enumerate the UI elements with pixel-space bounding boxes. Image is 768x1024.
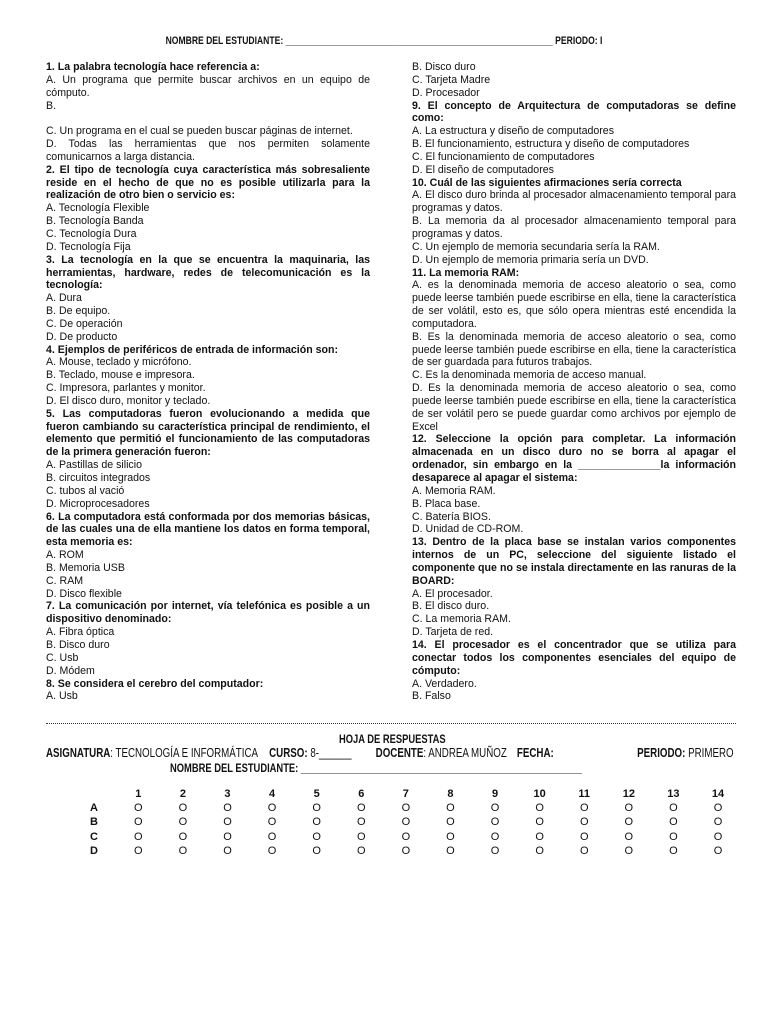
answer-grid xyxy=(72,787,740,858)
question-number-header: 1 xyxy=(135,788,142,801)
answer-bubble[interactable]: O xyxy=(624,816,634,829)
question-text: 4. Ejemplos de periféricos de entrada de información son: xyxy=(46,343,338,356)
answer-bubble[interactable]: O xyxy=(312,830,321,843)
answer-option: B. Disco duro xyxy=(412,61,476,73)
answer-option: D. Microprocesadores xyxy=(46,497,150,510)
question-text: 1. La palabra tecnología hace referencia a: xyxy=(46,61,260,73)
answer-option: A. Pastillas de silicio xyxy=(46,459,142,472)
answer-bubble[interactable]: O xyxy=(312,802,321,815)
answer-bubble[interactable]: O xyxy=(535,830,544,843)
answer-option: A. Dura xyxy=(46,292,82,305)
answer-option: C. Usb xyxy=(46,651,79,664)
option-row-label: A xyxy=(90,802,98,815)
answer-option: B. circuitos integrados xyxy=(46,472,151,484)
question-number-header: 14 xyxy=(711,788,725,801)
answer-bubble[interactable]: O xyxy=(178,802,188,815)
answer-bubble[interactable]: O xyxy=(713,802,723,815)
option-row-label: B xyxy=(90,816,98,829)
subject-label: ASIGNATURA xyxy=(46,746,111,760)
question-text: 9. El concepto de Arquitectura de computadoras se define como: xyxy=(412,99,736,125)
answer-option: B. Tecnología Banda xyxy=(46,215,144,228)
answer-bubble[interactable]: O xyxy=(624,844,634,857)
answer-bubble[interactable]: O xyxy=(223,830,232,843)
answer-option: A. El disco duro brinda al procesador almacenamiento temporal para programas y datos. xyxy=(412,189,736,215)
question-number-header: 5 xyxy=(313,788,320,801)
answer-option: C. Es la denominada memoria de acceso manual. xyxy=(412,369,647,382)
answer-option: C. Un ejemplo de memoria secundaria sería la RAM. xyxy=(412,240,660,253)
questions-right-column xyxy=(412,61,736,703)
question-text: 7. La comunicación por internet, vía telefónica es posible a un dispositivo denominado: xyxy=(46,600,370,626)
answer-option: D. Procesador xyxy=(412,86,480,99)
question-number-header: 13 xyxy=(667,788,680,801)
answer-bubble[interactable]: O xyxy=(713,844,723,857)
answer-option: C. tubos al vació xyxy=(46,484,125,497)
answer-option: B. Disco duro xyxy=(46,638,110,651)
option-row-label: C xyxy=(90,830,98,843)
answer-option: B. xyxy=(46,99,57,112)
answer-option: D. El disco duro, monitor y teclado. xyxy=(46,394,211,407)
answer-bubble[interactable]: O xyxy=(446,816,455,829)
date-label: FECHA: xyxy=(516,746,554,760)
answer-bubble[interactable]: O xyxy=(535,844,544,857)
answer-bubble[interactable]: O xyxy=(267,830,277,843)
answer-bubble[interactable]: O xyxy=(624,830,634,843)
question-text: 11. La memoria RAM: xyxy=(412,266,520,279)
answer-option: D. De producto xyxy=(46,330,118,343)
answer-bubble[interactable]: O xyxy=(669,802,678,815)
answer-bubble[interactable]: O xyxy=(490,816,500,829)
answer-bubble[interactable]: O xyxy=(535,816,544,829)
question-text: 8. Se considera el cerebro del computador: xyxy=(46,677,264,690)
answer-bubble[interactable]: O xyxy=(223,844,232,857)
answer-bubble[interactable]: O xyxy=(356,802,366,815)
option-row-label: D xyxy=(90,844,98,857)
answer-option: D. El diseño de computadores xyxy=(412,163,554,176)
answer-option: C. Tarjeta Madre xyxy=(412,73,491,86)
answer-option: C. Un programa en el cual se pueden buscar páginas de internet. xyxy=(46,125,353,138)
answer-option: A. Memoria RAM. xyxy=(412,484,496,497)
answer-option: A. La estructura y diseño de computadores xyxy=(412,125,614,138)
question-text: 6. La computadora está conformada por dos memorias básicas, de las cuales una de ella mantiene los datos en forma temporal, esta memoria es: xyxy=(46,510,370,549)
answer-bubble[interactable]: O xyxy=(134,830,143,843)
answer-bubble[interactable]: O xyxy=(356,830,366,843)
question-text: 12. Seleccione la opción para completar. La información almacenada en un disco duro no se borra al apagar el ordenador, sin embargo en la ______________la información desaparece al apagar el sistema: xyxy=(412,433,736,484)
answer-option: A. ROM xyxy=(46,549,84,562)
answer-bubble[interactable]: O xyxy=(178,844,188,857)
answer-bubble[interactable]: O xyxy=(134,802,143,815)
answer-bubble[interactable]: O xyxy=(579,816,589,829)
student-name-label-sheet: NOMBRE DEL ESTUDIANTE: xyxy=(170,761,299,775)
answer-option: A. Tecnología Flexible xyxy=(46,202,150,215)
answer-bubble[interactable]: O xyxy=(401,844,411,857)
course-value[interactable]: 8-______ xyxy=(307,746,352,760)
question-number-header: 9 xyxy=(491,788,499,801)
answer-bubble[interactable]: O xyxy=(312,816,321,829)
question-number-header: 4 xyxy=(269,788,276,801)
student-name-line-sheet[interactable]: ______________________________________________________ xyxy=(298,761,582,775)
answer-bubble[interactable]: O xyxy=(178,816,188,829)
question-number-header: 7 xyxy=(402,788,409,801)
answer-option: B. Es la denominada memoria de acceso aleatorio o sea, como puede leerse también puede escribirse en ella, tiene la característica de ser guardada para futuros trabajos. xyxy=(412,330,736,369)
answer-option: D. Todas las herramientas que nos permiten solamente comunicarnos a larga distancia. xyxy=(46,138,370,163)
answer-option: A. Verdadero. xyxy=(412,677,477,690)
question-text: 3. La tecnología en la que se encuentra la maquinaria, las herramientas, hardware, redes de telecomunicación es la tecnología: xyxy=(46,253,370,292)
subject-value: : TECNOLOGÍA E INFORMÁTICA xyxy=(110,746,258,760)
answer-option: B. El disco duro. xyxy=(412,600,490,613)
answer-option: C. De operación xyxy=(46,317,123,330)
period-label: PERIODO: I xyxy=(555,35,603,47)
answer-bubble[interactable]: O xyxy=(490,844,500,857)
answer-option: A. El procesador. xyxy=(412,587,493,600)
answer-option: A. Mouse, teclado y micrófono. xyxy=(46,356,192,369)
answer-bubble[interactable]: O xyxy=(401,802,411,815)
answer-bubble[interactable]: O xyxy=(579,802,589,815)
answer-option: A. es la denominada memoria de acceso aleatorio o sea, como puede leerse también puede escribirse en ella, tiene la característica de ser volátil, esto es, que sólo opera mientras esté encendida la computadora. xyxy=(412,279,736,330)
question-number-header: 2 xyxy=(179,788,186,801)
answer-option: B. Falso xyxy=(412,690,451,703)
answer-option: D. Disco flexible xyxy=(46,587,122,600)
answer-bubble[interactable]: O xyxy=(490,802,500,815)
question-text: 13. Dentro de la placa base se instalan varios componentes internos de un PC, seleccione del siguiente listado el componente que no se instala directamente en las ranuras de la BOARD: xyxy=(412,536,736,587)
cut-divider xyxy=(46,723,736,724)
answer-bubble[interactable]: O xyxy=(267,844,277,857)
question-text: 10. Cuál de las siguientes afirmaciones sería correcta xyxy=(412,176,682,189)
answer-bubble[interactable]: O xyxy=(178,830,188,843)
answer-bubble[interactable]: O xyxy=(624,802,634,815)
course-label: CURSO: xyxy=(269,746,308,760)
answer-option: A. Usb xyxy=(46,690,78,703)
answer-option: B. De equipo. xyxy=(46,305,111,318)
answer-bubble[interactable]: O xyxy=(223,802,232,815)
period-label-sheet: PERIODO: xyxy=(637,746,686,760)
answer-bubble[interactable]: O xyxy=(535,802,544,815)
answer-bubble[interactable]: O xyxy=(446,830,455,843)
answer-bubble[interactable]: O xyxy=(356,816,366,829)
teacher-label: DOCENTE xyxy=(375,746,424,760)
answer-bubble[interactable]: O xyxy=(579,830,589,843)
question-text: 2. El tipo de tecnología cuya característica más sobresaliente reside en el hecho de que no es posible utilizarla para la realización de otro bien o servicio es: xyxy=(46,163,370,202)
answer-option: C. RAM xyxy=(46,574,84,587)
answer-option: C. Impresora, parlantes y monitor. xyxy=(46,382,206,395)
answer-option: C. La memoria RAM. xyxy=(412,613,511,626)
question-number-header: 6 xyxy=(358,788,365,801)
answer-option: D. Unidad de CD-ROM. xyxy=(412,523,524,536)
answer-option: C. El funcionamiento de computadores xyxy=(412,150,595,163)
answer-sheet-meta xyxy=(46,746,734,760)
grid-corner xyxy=(72,787,116,801)
answer-bubble[interactable]: O xyxy=(446,802,455,815)
answer-bubble[interactable]: O xyxy=(134,844,143,857)
answer-bubble[interactable]: O xyxy=(713,830,723,843)
period-value: PRIMERO xyxy=(685,746,734,760)
answer-bubble[interactable]: O xyxy=(223,816,232,829)
answer-bubble[interactable]: O xyxy=(267,802,277,815)
questions-left-column xyxy=(46,61,370,703)
answer-option: B. Memoria USB xyxy=(46,561,125,574)
answer-bubble[interactable]: O xyxy=(401,830,411,843)
answer-bubble[interactable]: O xyxy=(669,830,678,843)
answer-bubble[interactable]: O xyxy=(267,816,277,829)
student-name-line[interactable]: ________________________________________________________ xyxy=(285,35,553,47)
answer-option: B. El funcionamiento, estructura y diseño de computadores xyxy=(412,138,690,151)
answer-option: D. Tarjeta de red. xyxy=(412,626,494,639)
question-number-header: 10 xyxy=(533,788,546,801)
answer-option: B. Teclado, mouse e impresora. xyxy=(46,369,195,382)
question-number-header: 11 xyxy=(578,788,591,801)
answer-option: D. Módem xyxy=(46,664,95,677)
answer-bubble[interactable]: O xyxy=(579,844,589,857)
answer-option: D. Tecnología Fija xyxy=(46,240,131,253)
question-text: 5. Las computadoras fueron evolucionando a medida que fueron cambiando su característica principal de rendimiento, el elemento que permitió el funcionamiento de las computadoras de la primera generación fueron: xyxy=(46,407,370,459)
answer-bubble[interactable]: O xyxy=(669,816,678,829)
teacher-value: : ANDREA MUÑOZ xyxy=(423,746,507,760)
blank-line xyxy=(46,112,370,125)
answer-option: B. Placa base. xyxy=(412,497,481,510)
question-number-header: 8 xyxy=(447,788,454,801)
question-number-header: 3 xyxy=(224,788,231,801)
answer-bubble[interactable]: O xyxy=(446,844,455,857)
answer-bubble[interactable]: O xyxy=(401,816,411,829)
answer-option: C. Batería BIOS. xyxy=(412,510,491,523)
answer-bubble[interactable]: O xyxy=(490,830,500,843)
answer-option: D. Un ejemplo de memoria primaria sería un DVD. xyxy=(412,253,649,266)
question-number-header: 12 xyxy=(622,788,635,801)
question-text: 14. El procesador es el concentrador que se utiliza para conectar todos los componentes esenciales del equipo de cómputo: xyxy=(412,638,736,677)
answer-sheet-title: HOJA DE RESPUESTAS xyxy=(339,732,446,746)
answer-bubble[interactable]: O xyxy=(356,844,366,857)
answer-option: D. Es la denominada memoria de acceso aleatorio o sea, como puede leerse también puede escribirse en ella, tiene la característica de ser volátil pero se puede guardar como archivos por ejemplo de Excel xyxy=(412,382,736,433)
student-header xyxy=(84,35,683,47)
answer-option: C. Tecnología Dura xyxy=(46,227,137,240)
answer-bubble[interactable]: O xyxy=(312,844,321,857)
answer-option: B. La memoria da al procesador almacenamiento temporal para programas y datos. xyxy=(412,215,736,240)
student-name-label: NOMBRE DEL ESTUDIANTE: xyxy=(165,35,284,47)
answer-bubble[interactable]: O xyxy=(134,816,143,829)
answer-option: A. Un programa que permite buscar archivos en un equipo de cómputo. xyxy=(46,73,370,99)
answer-sheet-name-row xyxy=(170,761,582,775)
answer-option: A. Fibra óptica xyxy=(46,626,115,639)
answer-bubble[interactable]: O xyxy=(713,816,723,829)
answer-bubble[interactable]: O xyxy=(669,844,678,857)
